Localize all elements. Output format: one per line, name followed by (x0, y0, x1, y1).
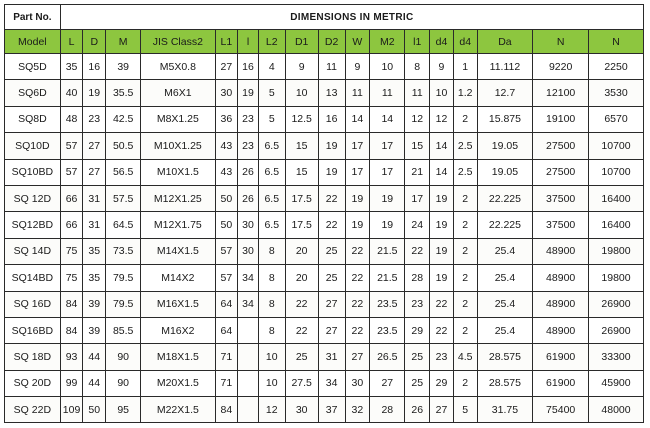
value-cell: 57 (60, 133, 83, 159)
value-cell: 26 (405, 397, 430, 423)
value-cell: 23 (83, 106, 106, 132)
value-cell: M8X1.25 (141, 106, 215, 132)
value-cell: 99 (60, 370, 83, 396)
value-cell: 2 (453, 106, 477, 132)
value-cell: 10700 (589, 133, 644, 159)
value-cell: 19 (430, 185, 454, 211)
value-cell: 2 (453, 265, 477, 291)
value-cell: 12 (430, 106, 454, 132)
value-cell: 57.5 (106, 185, 141, 211)
value-cell: 22 (430, 317, 454, 343)
column-header: W (345, 30, 370, 54)
value-cell: 57 (60, 159, 83, 185)
value-cell: 27 (83, 133, 106, 159)
value-cell: 17 (345, 159, 370, 185)
value-cell: 23 (430, 344, 454, 370)
value-cell: 28 (405, 265, 430, 291)
value-cell: 23.5 (370, 317, 405, 343)
value-cell: M18X1.5 (141, 344, 215, 370)
value-cell: 6.5 (258, 212, 285, 238)
title-row (5, 5, 644, 30)
value-cell: 9 (430, 54, 454, 80)
column-header: d4 (430, 30, 454, 54)
value-cell: 43 (215, 159, 238, 185)
value-cell: 22 (285, 317, 318, 343)
value-cell: 19 (430, 238, 454, 264)
value-cell: 66 (60, 212, 83, 238)
value-cell: 17 (345, 133, 370, 159)
value-cell: 6.5 (258, 185, 285, 211)
value-cell: 12100 (533, 80, 589, 106)
value-cell: 25.4 (477, 238, 533, 264)
value-cell: M12X1.75 (141, 212, 215, 238)
value-cell: 28.575 (477, 370, 533, 396)
value-cell: 64.5 (106, 212, 141, 238)
model-cell: SQ16BD (5, 317, 61, 343)
value-cell: 27 (430, 397, 454, 423)
value-cell: 48900 (533, 265, 589, 291)
value-cell: 31 (83, 212, 106, 238)
value-cell: 29 (430, 370, 454, 396)
value-cell: 19800 (589, 238, 644, 264)
value-cell: 14 (370, 106, 405, 132)
value-cell: 40 (60, 80, 83, 106)
model-cell: SQ6D (5, 80, 61, 106)
value-cell: 61900 (533, 370, 589, 396)
value-cell: 25 (405, 370, 430, 396)
table-row (5, 159, 644, 185)
value-cell: 93 (60, 344, 83, 370)
value-cell: 2 (453, 291, 477, 317)
value-cell: M14X1.5 (141, 238, 215, 264)
value-cell: 25.4 (477, 317, 533, 343)
value-cell: 36 (215, 106, 238, 132)
value-cell: 15 (285, 133, 318, 159)
value-cell: 25 (405, 344, 430, 370)
value-cell: 26900 (589, 317, 644, 343)
value-cell: 16 (238, 54, 259, 80)
value-cell: 35 (60, 54, 83, 80)
value-cell: M20X1.5 (141, 370, 215, 396)
value-cell: 15 (285, 159, 318, 185)
value-cell: 14 (430, 159, 454, 185)
value-cell: 4.5 (453, 344, 477, 370)
model-cell: SQ10D (5, 133, 61, 159)
table-row (5, 265, 644, 291)
model-cell: SQ14BD (5, 265, 61, 291)
value-cell: 19100 (533, 106, 589, 132)
model-cell: SQ 18D (5, 344, 61, 370)
value-cell: 37500 (533, 212, 589, 238)
value-cell: 14 (345, 106, 370, 132)
value-cell: 25 (318, 238, 345, 264)
value-cell: 22 (345, 317, 370, 343)
value-cell: 28 (370, 397, 405, 423)
value-cell: 21 (405, 159, 430, 185)
value-cell: 35 (83, 265, 106, 291)
model-cell: SQ12BD (5, 212, 61, 238)
value-cell: 30 (285, 397, 318, 423)
value-cell: 84 (60, 317, 83, 343)
column-header: M2 (370, 30, 405, 54)
value-cell: 50 (215, 185, 238, 211)
model-cell: SQ8D (5, 106, 61, 132)
value-cell: 57 (215, 265, 238, 291)
value-cell: 71 (215, 370, 238, 396)
dimension-table (4, 4, 644, 423)
table-row (5, 238, 644, 264)
value-cell: 17.5 (285, 212, 318, 238)
value-cell: 32 (345, 397, 370, 423)
value-cell: 3530 (589, 80, 644, 106)
value-cell: 19 (430, 265, 454, 291)
value-cell: 19 (370, 212, 405, 238)
value-cell: 28.575 (477, 344, 533, 370)
value-cell: 50.5 (106, 133, 141, 159)
value-cell: 22 (430, 291, 454, 317)
column-header: D1 (285, 30, 318, 54)
value-cell: 19 (345, 212, 370, 238)
value-cell: 23 (238, 106, 259, 132)
value-cell: 5 (258, 80, 285, 106)
value-cell: 84 (215, 397, 238, 423)
value-cell: 39 (83, 317, 106, 343)
value-cell: 6.5 (258, 133, 285, 159)
value-cell: 12.7 (477, 80, 533, 106)
value-cell: 43 (215, 133, 238, 159)
value-cell: 12 (405, 106, 430, 132)
value-cell: 9220 (533, 54, 589, 80)
column-header: N (533, 30, 589, 54)
value-cell: 26 (238, 159, 259, 185)
value-cell: 2.5 (453, 133, 477, 159)
value-cell: 71 (215, 344, 238, 370)
value-cell: 79.5 (106, 291, 141, 317)
value-cell: 10 (430, 80, 454, 106)
value-cell: 11 (405, 80, 430, 106)
value-cell: 27 (345, 344, 370, 370)
value-cell: 64 (215, 317, 238, 343)
value-cell: 79.5 (106, 265, 141, 291)
value-cell: 31 (83, 185, 106, 211)
column-header: l1 (405, 30, 430, 54)
table-row (5, 80, 644, 106)
value-cell: 30 (345, 370, 370, 396)
value-cell: 37500 (533, 185, 589, 211)
table-row (5, 344, 644, 370)
column-header: D2 (318, 30, 345, 54)
value-cell: 35.5 (106, 80, 141, 106)
value-cell: 2.5 (453, 159, 477, 185)
value-cell: 50 (83, 397, 106, 423)
value-cell: 23 (238, 133, 259, 159)
value-cell: 11 (370, 80, 405, 106)
table-row (5, 106, 644, 132)
value-cell: 23.5 (370, 291, 405, 317)
value-cell: 44 (83, 370, 106, 396)
value-cell: 75 (60, 265, 83, 291)
value-cell: M10X1.25 (141, 133, 215, 159)
value-cell: 2250 (589, 54, 644, 80)
value-cell: 13 (318, 80, 345, 106)
value-cell: M16X2 (141, 317, 215, 343)
value-cell: 21.5 (370, 238, 405, 264)
value-cell: 10700 (589, 159, 644, 185)
value-cell: 34 (238, 265, 259, 291)
value-cell: 19 (318, 159, 345, 185)
value-cell: 8 (258, 238, 285, 264)
value-cell: 23 (405, 291, 430, 317)
value-cell: 2 (453, 212, 477, 238)
value-cell: 34 (238, 291, 259, 317)
value-cell (238, 317, 259, 343)
value-cell: 50 (215, 212, 238, 238)
value-cell: 27 (318, 317, 345, 343)
value-cell: 9 (345, 54, 370, 80)
value-cell: 12.5 (285, 106, 318, 132)
value-cell: 10 (258, 370, 285, 396)
column-header: JIS Class2 (141, 30, 215, 54)
value-cell: 2 (453, 238, 477, 264)
value-cell: 27 (370, 370, 405, 396)
value-cell: 66 (60, 185, 83, 211)
value-cell: 25 (318, 265, 345, 291)
value-cell: M16X1.5 (141, 291, 215, 317)
value-cell: 10 (370, 54, 405, 80)
value-cell: M12X1.25 (141, 185, 215, 211)
value-cell: 8 (405, 54, 430, 80)
value-cell: 15.875 (477, 106, 533, 132)
value-cell: 30 (238, 212, 259, 238)
value-cell (238, 370, 259, 396)
value-cell: 85.5 (106, 317, 141, 343)
value-cell: 19.05 (477, 133, 533, 159)
value-cell (238, 344, 259, 370)
value-cell: 22.225 (477, 212, 533, 238)
value-cell: 22 (345, 291, 370, 317)
value-cell: 17 (370, 159, 405, 185)
column-header: M (106, 30, 141, 54)
value-cell: 30 (215, 80, 238, 106)
column-header: L1 (215, 30, 238, 54)
value-cell: 17 (370, 133, 405, 159)
value-cell: 20 (285, 265, 318, 291)
value-cell: 2 (453, 185, 477, 211)
value-cell: 17.5 (285, 185, 318, 211)
dimension-table-sheet (4, 4, 648, 425)
value-cell: 8 (258, 265, 285, 291)
value-cell: 73.5 (106, 238, 141, 264)
value-cell: 15 (405, 133, 430, 159)
value-cell: 25 (285, 344, 318, 370)
value-cell: 45900 (589, 370, 644, 396)
model-cell: SQ 12D (5, 185, 61, 211)
table-row (5, 291, 644, 317)
value-cell: 75400 (533, 397, 589, 423)
value-cell: 19 (345, 185, 370, 211)
column-header: Model (5, 30, 61, 54)
model-cell: SQ10BD (5, 159, 61, 185)
value-cell: 31.75 (477, 397, 533, 423)
value-cell: 48 (60, 106, 83, 132)
column-header: N (589, 30, 644, 54)
value-cell: 25.4 (477, 265, 533, 291)
value-cell: 26 (238, 185, 259, 211)
column-header: l (238, 30, 259, 54)
value-cell (238, 397, 259, 423)
column-header: L (60, 30, 83, 54)
value-cell: 37 (318, 397, 345, 423)
value-cell: 109 (60, 397, 83, 423)
value-cell: 22 (345, 238, 370, 264)
value-cell: 17 (405, 185, 430, 211)
value-cell: 2 (453, 370, 477, 396)
table-row (5, 370, 644, 396)
part-no-heading: Part No. (5, 5, 61, 30)
value-cell: 27500 (533, 159, 589, 185)
value-cell: 34 (318, 370, 345, 396)
value-cell: 1.2 (453, 80, 477, 106)
value-cell: 11.112 (477, 54, 533, 80)
value-cell: 26900 (589, 291, 644, 317)
value-cell: 25.4 (477, 291, 533, 317)
value-cell: 90 (106, 370, 141, 396)
table-row (5, 133, 644, 159)
model-cell: SQ5D (5, 54, 61, 80)
value-cell: 10 (285, 80, 318, 106)
value-cell: M5X0.8 (141, 54, 215, 80)
table-body (5, 54, 644, 423)
model-cell: SQ 16D (5, 291, 61, 317)
value-cell: 42.5 (106, 106, 141, 132)
table-row (5, 317, 644, 343)
value-cell: 5 (258, 106, 285, 132)
value-cell: 27 (215, 54, 238, 80)
value-cell: 19 (83, 80, 106, 106)
value-cell: 48900 (533, 291, 589, 317)
value-cell: 75 (60, 238, 83, 264)
value-cell: M10X1.5 (141, 159, 215, 185)
value-cell: M22X1.5 (141, 397, 215, 423)
value-cell: 19 (238, 80, 259, 106)
value-cell: 16 (318, 106, 345, 132)
value-cell: 4 (258, 54, 285, 80)
model-cell: SQ 20D (5, 370, 61, 396)
column-header: L2 (258, 30, 285, 54)
value-cell: 56.5 (106, 159, 141, 185)
value-cell: 27500 (533, 133, 589, 159)
value-cell: 19.05 (477, 159, 533, 185)
value-cell: 2 (453, 317, 477, 343)
value-cell: 22 (405, 238, 430, 264)
value-cell: 95 (106, 397, 141, 423)
value-cell: 16 (83, 54, 106, 80)
value-cell: 27.5 (285, 370, 318, 396)
value-cell: M6X1 (141, 80, 215, 106)
model-cell: SQ 14D (5, 238, 61, 264)
value-cell: 48900 (533, 238, 589, 264)
value-cell: 8 (258, 317, 285, 343)
column-header: D (83, 30, 106, 54)
value-cell: 22 (318, 212, 345, 238)
value-cell: 22 (285, 291, 318, 317)
value-cell: 22 (345, 265, 370, 291)
value-cell: 84 (60, 291, 83, 317)
value-cell: 39 (106, 54, 141, 80)
value-cell: 19 (318, 133, 345, 159)
value-cell: 31 (318, 344, 345, 370)
value-cell: 19 (430, 212, 454, 238)
value-cell: 5 (453, 397, 477, 423)
table-row (5, 54, 644, 80)
table-row (5, 397, 644, 423)
value-cell: 27 (83, 159, 106, 185)
model-cell: SQ 22D (5, 397, 61, 423)
value-cell: 64 (215, 291, 238, 317)
value-cell: 6570 (589, 106, 644, 132)
value-cell: 1 (453, 54, 477, 80)
value-cell: 19800 (589, 265, 644, 291)
value-cell: 11 (318, 54, 345, 80)
value-cell: 61900 (533, 344, 589, 370)
value-cell: 48900 (533, 317, 589, 343)
value-cell: 22.225 (477, 185, 533, 211)
value-cell: M14X2 (141, 265, 215, 291)
value-cell: 90 (106, 344, 141, 370)
value-cell: 11 (345, 80, 370, 106)
value-cell: 16400 (589, 212, 644, 238)
value-cell: 30 (238, 238, 259, 264)
value-cell: 8 (258, 291, 285, 317)
dimensions-heading: DIMENSIONS IN METRIC (60, 5, 643, 30)
value-cell: 35 (83, 238, 106, 264)
column-header-row (5, 30, 644, 54)
value-cell: 26.5 (370, 344, 405, 370)
table-row (5, 185, 644, 211)
value-cell: 10 (258, 344, 285, 370)
value-cell: 24 (405, 212, 430, 238)
column-header: d4 (453, 30, 477, 54)
value-cell: 39 (83, 291, 106, 317)
value-cell: 21.5 (370, 265, 405, 291)
value-cell: 29 (405, 317, 430, 343)
value-cell: 33300 (589, 344, 644, 370)
value-cell: 19 (370, 185, 405, 211)
value-cell: 14 (430, 133, 454, 159)
value-cell: 9 (285, 54, 318, 80)
value-cell: 6.5 (258, 159, 285, 185)
value-cell: 48000 (589, 397, 644, 423)
column-header: Da (477, 30, 533, 54)
value-cell: 57 (215, 238, 238, 264)
value-cell: 20 (285, 238, 318, 264)
value-cell: 22 (318, 185, 345, 211)
value-cell: 27 (318, 291, 345, 317)
value-cell: 44 (83, 344, 106, 370)
table-row (5, 212, 644, 238)
value-cell: 12 (258, 397, 285, 423)
value-cell: 16400 (589, 185, 644, 211)
